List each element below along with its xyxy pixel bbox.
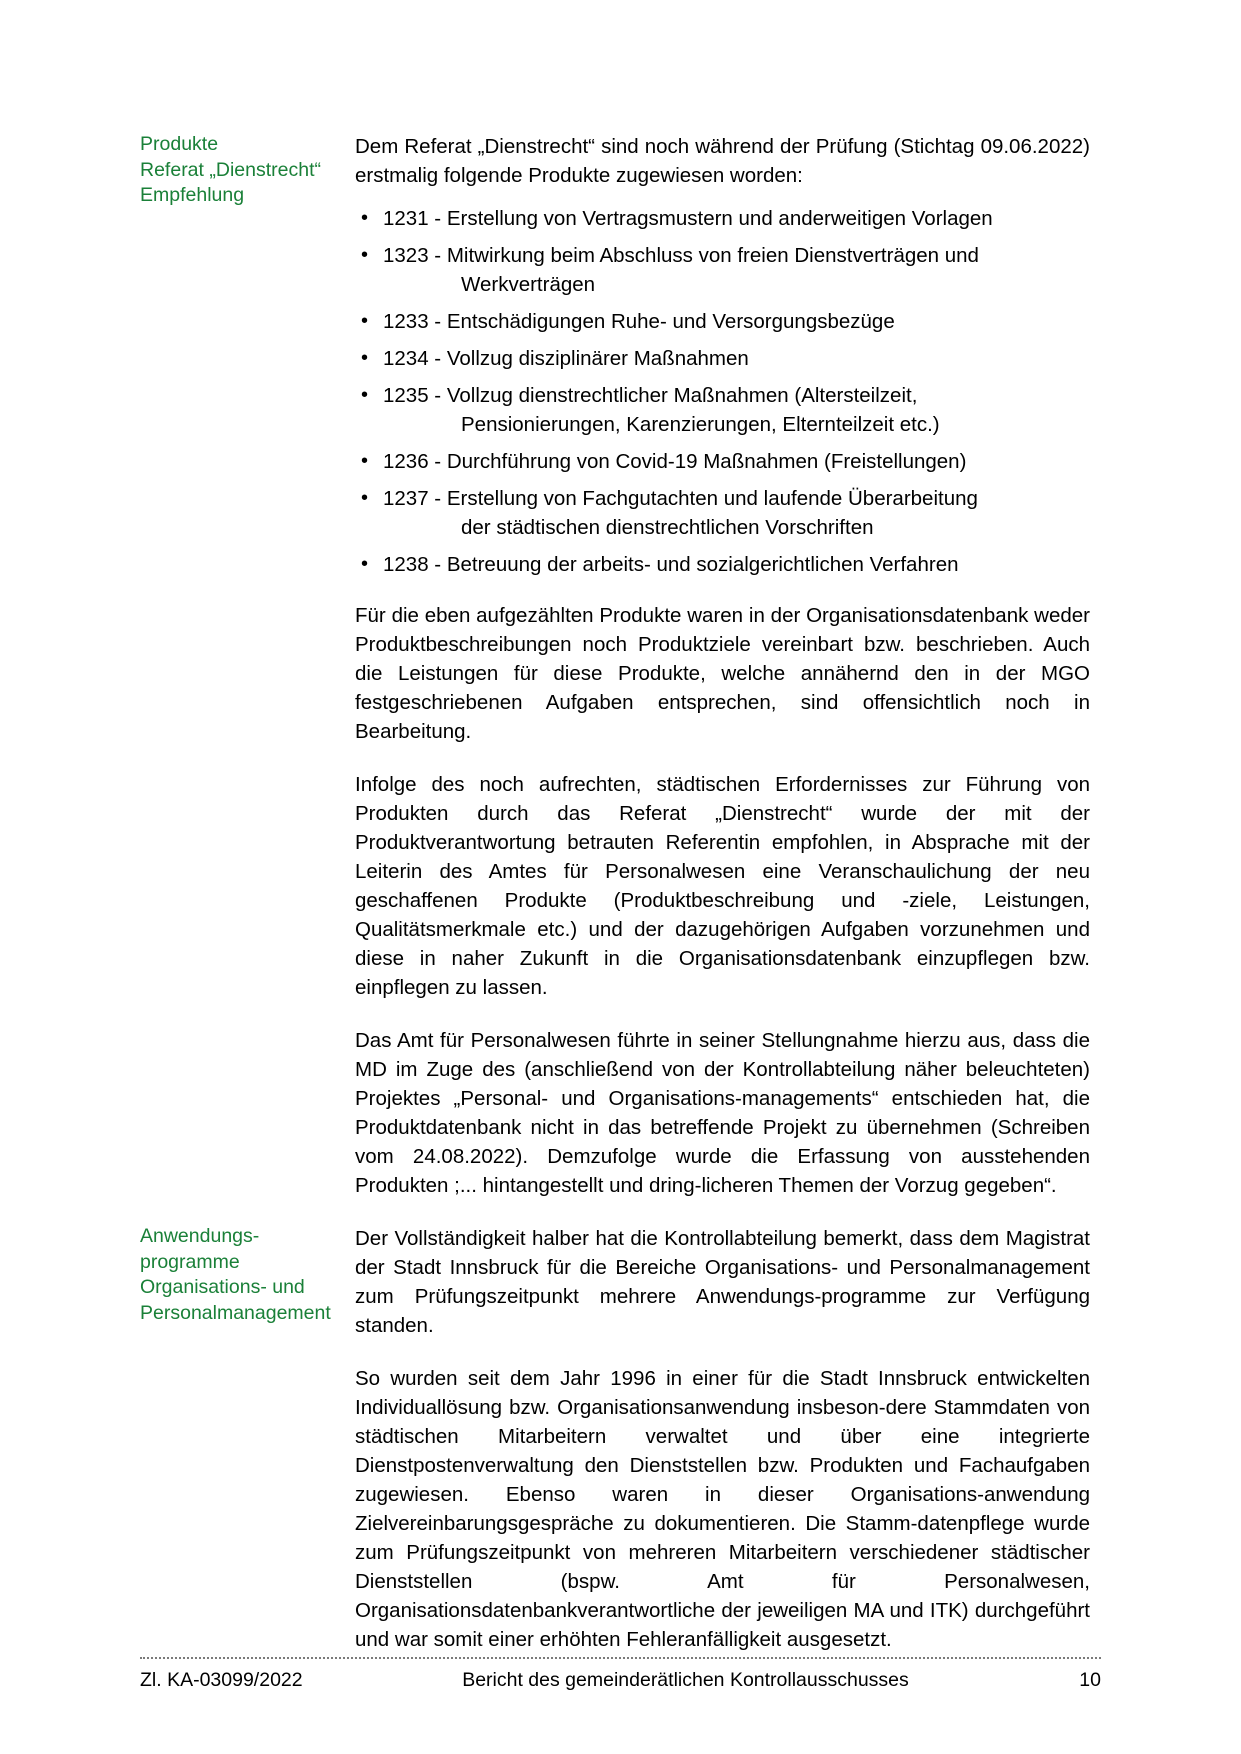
paragraph-3: Das Amt für Personalwesen führte in seiner Stellungnahme hierzu aus, dass die MD im Zuge des (anschließend von der Kontrollabteilung näher beleuchteten) Projektes „Personal- und Organisations-managements“ entschieden hat, die Produktdatenbank nicht in das betreffende Projekt zu übernehmen (Schreiben vom 24.08.2022). Demzufolge wurde die Erfassung von ausstehenden Produkten ;... hintangestellt und dring-licheren Themen der Vorzug gegeben“. (355, 1029, 1090, 1197)
footer-divider (140, 1657, 1101, 1659)
intro-paragraph: Dem Referat „Dienstrecht“ sind noch während der Prüfung (Stichtag 09.06.2022) erstmalig folgende Produkte zugewiesen worden: (355, 135, 1090, 187)
margin-note-line: Personalmanagement (140, 1301, 331, 1324)
list-item-continuation: Pensionierungen, Karenzierungen, Elternteilzeit etc.) (461, 413, 940, 436)
list-item (355, 241, 1090, 299)
page-content (140, 132, 1090, 1678)
margin-note-line: Anwendungs- (140, 1225, 260, 1247)
list-item-text: 1234 - Vollzug disziplinärer Maßnahmen (383, 347, 749, 370)
list-item-text: 1235 - Vollzug dienstrechtlicher Maßnahmen (Altersteilzeit, (383, 384, 918, 407)
footer-title: Bericht des gemeinderätlichen Kontrollausschusses (462, 1669, 909, 1691)
margin-note-line: Empfehlung (140, 184, 245, 206)
list-item (355, 550, 1090, 579)
list-item-continuation: der städtischen dienstrechtlichen Vorschriften (461, 516, 874, 539)
list-item (355, 484, 1090, 542)
list-item (355, 204, 1090, 233)
list-item (355, 447, 1090, 476)
margin-note-line: programme (140, 1250, 240, 1273)
body-column-anwendungsprogramme (355, 1224, 1090, 1678)
paragraph-4: Der Vollständigkeit halber hat die Kontrollabteilung bemerkt, dass dem Magistrat der Stadt Innsbruck für die Bereiche Organisations- und Personalmanagement zum Prüfungszeitpunkt mehrere Anwendungs-programme zur Verfügung standen. (355, 1227, 1090, 1337)
margin-note-produkte (140, 132, 355, 209)
list-item-text: 1236 - Durchführung von Covid-19 Maßnahmen (Freistellungen) (383, 450, 967, 473)
list-item (355, 344, 1090, 373)
section-produkte (140, 132, 1090, 1224)
list-item-text: 1323 - Mitwirkung beim Abschluss von freien Dienstverträgen und (383, 244, 979, 267)
list-item-text: 1238 - Betreuung der arbeits- und sozialgerichtlichen Verfahren (383, 553, 959, 576)
margin-note-line: Produkte (140, 133, 219, 155)
list-item-text: 1233 - Entschädigungen Ruhe- und Versorgungsbezüge (383, 310, 895, 333)
page-footer (140, 1657, 1101, 1692)
list-item-text: 1237 - Erstellung von Fachgutachten und laufende Überarbeitung (383, 487, 978, 510)
paragraph-5: So wurden seit dem Jahr 1996 in einer für die Stadt Innsbruck entwickelten Individuallösung bzw. Organisationsanwendung insbeson-dere Stammdaten von städtischen Mitarbeitern verwaltet und über eine integrierte Dienstpostenverwaltung den Dienststellen bzw. Produkten und Fachaufgaben zugewiesen. Ebenso waren in dieser Organisations-anwendung Zielvereinbarungsgespräche zu dokumentieren. Die Stamm-datenpflege wurde zum Prüfungszeitpunkt von mehreren Mitarbeitern verschiedener städtischer Dienststellen (bspw. Amt für Personalwesen, Organisationsdatenbankverantwortliche der jeweiligen MA und ITK) durchgeführt und war somit einer erhöhten Fehleranfälligkeit ausgesetzt. (355, 1367, 1090, 1651)
section-anwendungsprogramme (140, 1224, 1090, 1678)
list-item-continuation: Werkverträgen (461, 273, 596, 296)
margin-note-anwendungsprogramme (140, 1224, 355, 1326)
product-list (355, 204, 1090, 579)
footer-reference: Zl. KA-03099/2022 (140, 1669, 303, 1691)
list-item-text: 1231 - Erstellung von Vertragsmustern und anderweitigen Vorlagen (383, 207, 993, 230)
paragraph-1: Für die eben aufgezählten Produkte waren in der Organisationsdatenbank weder Produktbeschreibungen noch Produktziele vereinbart bzw. beschrieben. Auch die Leistungen für diese Produkte, welche annähernd den in der MGO festgeschriebenen Aufgaben entsprechen, sind offensichtlich noch in Bearbeitung. (355, 604, 1090, 743)
list-item (355, 381, 1090, 439)
footer-row (140, 1669, 1101, 1692)
body-column-produkte (355, 132, 1090, 1224)
margin-note-line: Organisations- und (140, 1276, 305, 1298)
footer-page-number: 10 (1079, 1669, 1101, 1691)
margin-note-line: Referat „Dienstrecht“ (140, 158, 321, 181)
paragraph-2: Infolge des noch aufrechten, städtischen Erfordernisses zur Führung von Produkten durch das Referat „Dienstrecht“ wurde der mit der Produktverantwortung betrauten Referentin empfohlen, in Absprache mit der Leiterin des Amtes für Personalwesen eine Veranschaulichung der neu geschaffenen Produkte (Produktbeschreibung und -ziele, Leistungen, Qualitätsmerkmale etc.) und der dazugehörigen Aufgaben vorzunehmen und diese in naher Zukunft in die Organisationsdatenbank einzupflegen bzw. einpflegen zu lassen. (355, 773, 1090, 999)
list-item (355, 307, 1090, 336)
